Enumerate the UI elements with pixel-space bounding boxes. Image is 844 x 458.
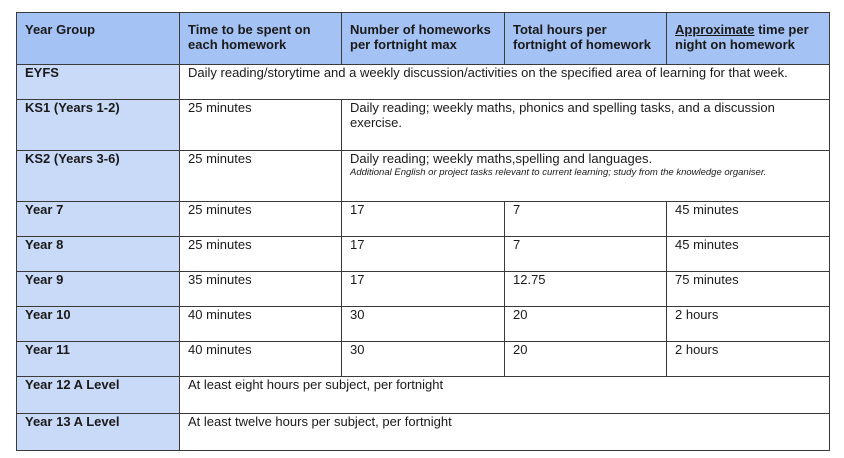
total-cell: 7 (505, 202, 667, 237)
table-row (17, 342, 830, 377)
time-cell: 25 minutes (180, 237, 342, 272)
table-row (17, 307, 830, 342)
count-cell: 30 (342, 307, 505, 342)
table-row (17, 202, 830, 237)
header-time-per-night-underlined: Approximate (675, 22, 755, 37)
time-cell: 40 minutes (180, 307, 342, 342)
year-group-cell: Year 8 (17, 237, 180, 272)
table-row (17, 151, 830, 202)
table-row (17, 100, 830, 151)
ks2-description-text: Daily reading; weekly maths,spelling and languages. (350, 151, 653, 166)
year-group-cell: Year 11 (17, 342, 180, 377)
table-row (17, 65, 830, 100)
header-time-per-night-rest: time per night on homework (675, 22, 809, 52)
homework-table (16, 12, 830, 451)
time-cell: 40 minutes (180, 342, 342, 377)
year-group-cell: Year 9 (17, 272, 180, 307)
table-row (17, 377, 830, 414)
header-time-per-homework: Time to be spent on each homework (180, 13, 342, 65)
time-cell: 25 minutes (180, 151, 342, 202)
nightly-cell: 75 minutes (667, 272, 830, 307)
year-group-cell: Year 12 A Level (17, 377, 180, 414)
count-cell: 30 (342, 342, 505, 377)
ks2-note: Additional English or project tasks relevant to current learning; study from the knowledge organiser. (350, 167, 767, 178)
header-time-per-night (667, 13, 830, 65)
ks2-description (342, 151, 830, 202)
nightly-cell: 45 minutes (667, 237, 830, 272)
nightly-cell: 2 hours (667, 307, 830, 342)
header-total-hours: Total hours per fortnight of homework (505, 13, 667, 65)
eyfs-description: Daily reading/storytime and a weekly discussion/activities on the specified area of learning for that week. (180, 65, 830, 100)
year-group-cell: Year 13 A Level (17, 414, 180, 451)
year-group-cell: EYFS (17, 65, 180, 100)
y13-description: At least twelve hours per subject, per fortnight (180, 414, 830, 451)
header-homeworks-per-fortnight: Number of homeworks per fortnight max (342, 13, 505, 65)
year-group-cell: KS1 (Years 1-2) (17, 100, 180, 151)
y12-description: At least eight hours per subject, per fortnight (180, 377, 830, 414)
table-row (17, 414, 830, 451)
nightly-cell: 45 minutes (667, 202, 830, 237)
count-cell: 17 (342, 272, 505, 307)
total-cell: 7 (505, 237, 667, 272)
year-group-cell: Year 10 (17, 307, 180, 342)
year-group-cell: KS2 (Years 3-6) (17, 151, 180, 202)
header-year-group: Year Group (17, 13, 180, 65)
nightly-cell: 2 hours (667, 342, 830, 377)
total-cell: 20 (505, 307, 667, 342)
total-cell: 20 (505, 342, 667, 377)
count-cell: 17 (342, 202, 505, 237)
count-cell: 17 (342, 237, 505, 272)
total-cell: 12.75 (505, 272, 667, 307)
time-cell: 25 minutes (180, 100, 342, 151)
header-row (17, 13, 830, 65)
year-group-cell: Year 7 (17, 202, 180, 237)
time-cell: 25 minutes (180, 202, 342, 237)
ks1-description: Daily reading; weekly maths, phonics and spelling tasks, and a discussion exercise. (342, 100, 830, 151)
table-row (17, 272, 830, 307)
time-cell: 35 minutes (180, 272, 342, 307)
table-row (17, 237, 830, 272)
